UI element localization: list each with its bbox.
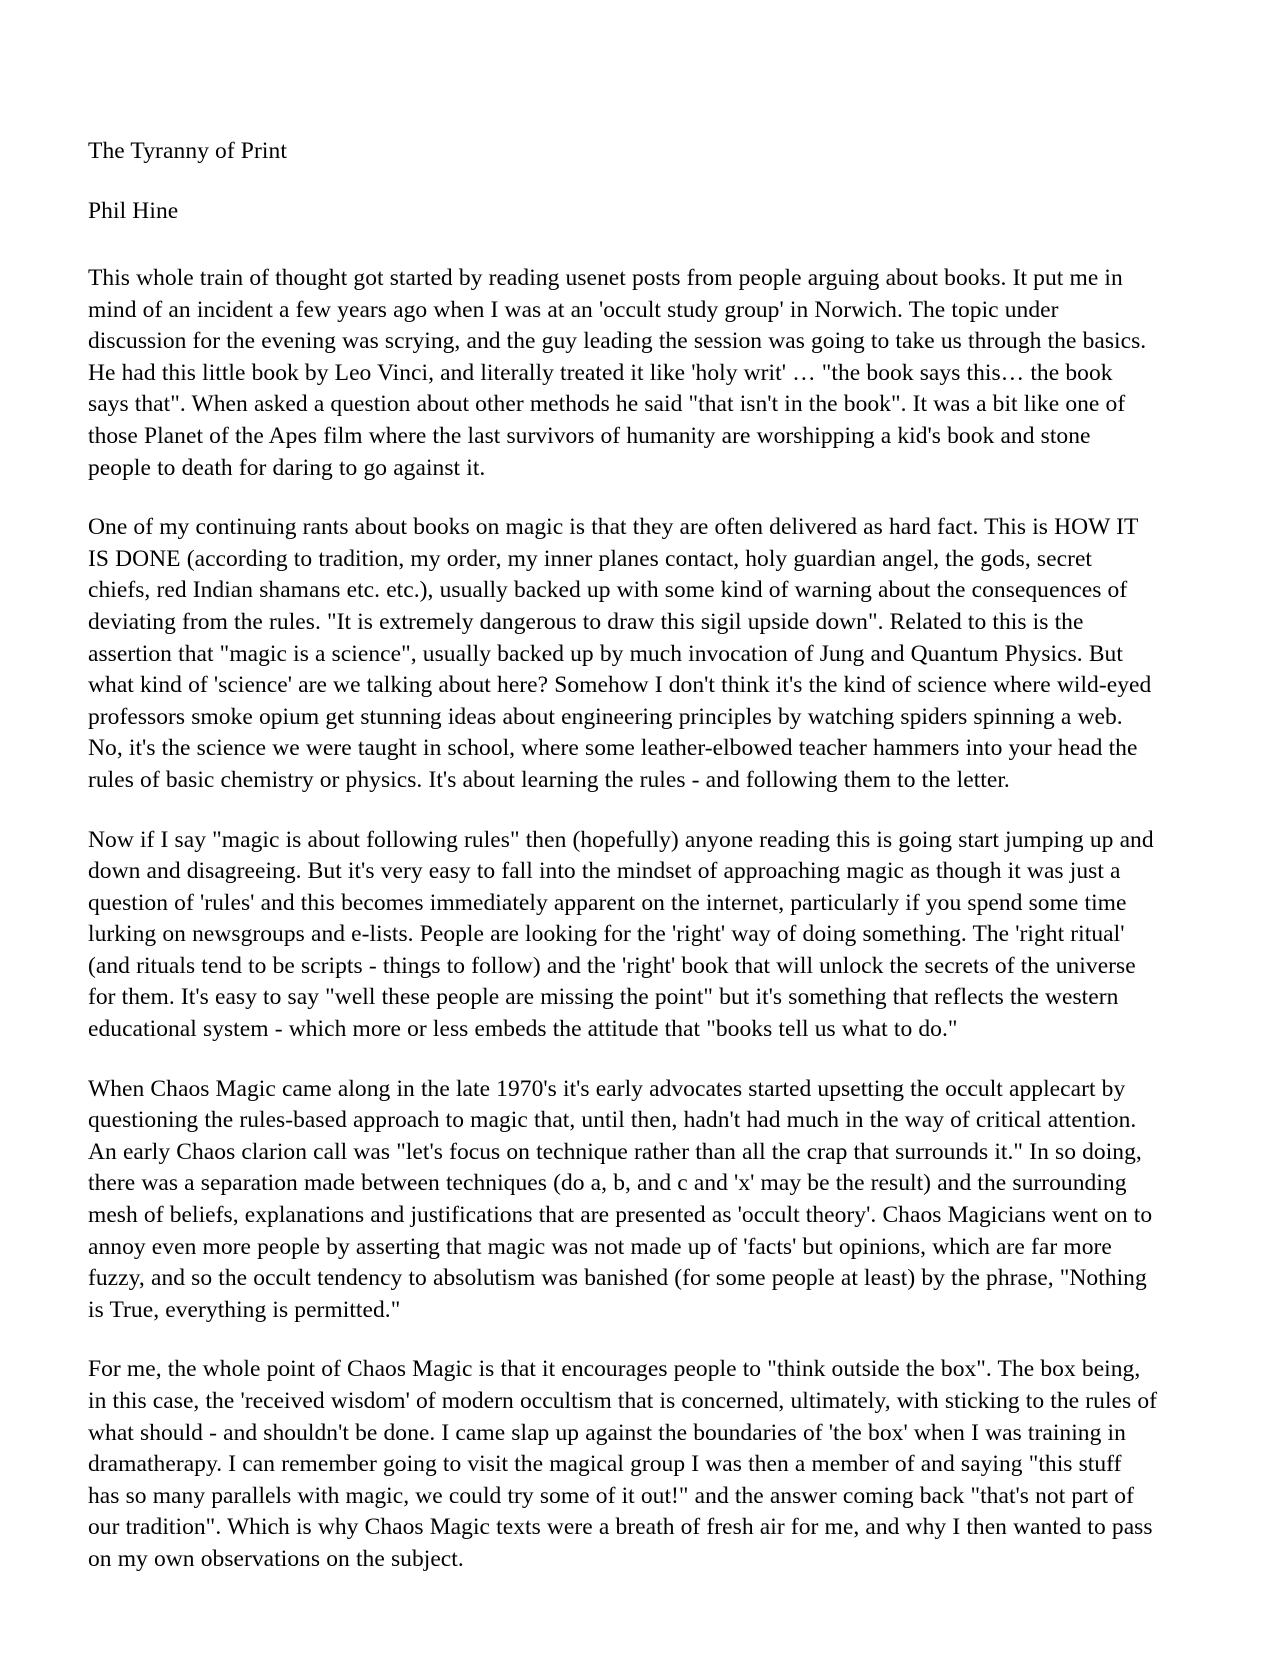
body-paragraph: One of my continuing rants about books on magic is that they are often delivered as hard fact. This is HOW IT IS DONE (according to tradition, my order, my inner planes contact, holy guardian angel, the gods, secret chiefs, red Indian shamans etc. etc.), usually backed up with some kind of warning about the consequences of deviating from the rules. "It is extremely dangerous to draw this sigil upside down". Related to this is the assertion that "magic is a science", usually backed up by much invocation of Jung and Quantum Physics. But what kind of 'science' are we talking about here? Somehow I don't think it's the kind of science where wild-eyed professors smoke opium get stunning ideas about engineering principles by watching spiders spinning a web. No, it's the science we were taught in school, where some leather-elbowed teacher hammers into your head the rules of basic chemistry or physics. It's about learning the rules - and following them to the letter. (88, 514, 1152, 793)
body-paragraph: Now if I say "magic is about following rules" then (hopefully) anyone reading this is going start jumping up and down and disagreeing. But it's very easy to fall into the mindset of approaching magic as though it was just a question of 'rules' and this becomes immediately apparent on the internet, particularly if you spend some time lurking on newsgroups and e-lists. People are looking for the 'right' way of doing something. The 'right ritual' (and rituals tend to be scripts - things to follow) and the 'right' book that will unlock the secrets of the universe for them. It's easy to say "well these people are missing the point" but it's something that reflects the western educational system - which more or less embeds the attitude that "books tell us what to do." (88, 826, 1154, 1043)
page-title: The Tyranny of Print (88, 138, 287, 164)
document-author: Phil Hine (88, 197, 179, 224)
body-paragraph: For me, the whole point of Chaos Magic is that it encourages people to "think outside the box". The box being, in this case, the 'received wisdom' of modern occultism that is concerned, ultimately, with sticking to the rules of what should - and shouldn't be done. I came slap up against the boundaries of 'the box' when I was training in dramatherapy. I can remember going to visit the magical group I was then a member of and saying "this stuff has so many parallels with magic, we could try some of it out!" and the answer coming back "that's not part of our tradition". Which is why Chaos Magic texts were a breath of fresh air for me, and why I then wanted to pass on my own observations on the subject. (88, 1356, 1158, 1572)
body-paragraph: This whole train of thought got started by reading usenet posts from people arguing about books. It put me in mind of an incident a few years ago when I was at an 'occult study group' in Norwich. The topic under discussion for the evening was scrying, and the guy leading the session was going to take us through the basics. He had this little book by Leo Vinci, and literally treated it like 'holy writ' … "the book says this… the book says that". When asked a question about other methods he said "that isn't in the book". It was a bit like one of those Planet of the Apes film where the last survivors of humanity are worshipping a kid's book and stone people to death for daring to go against it. (88, 265, 1147, 481)
body-paragraph: When Chaos Magic came along in the late 1970's it's early advocates started upsetting the occult applecart by questioning the rules-based approach to magic that, until then, hadn't had much in the way of critical attention. An early Chaos clarion call was "let's focus on technique rather than all the crap that surrounds it." In so doing, there was a separation made between techniques (do a, b, and c and 'x' may be the result) and the surrounding mesh of beliefs, explanations and justifications that are presented as 'occult theory'. Chaos Magicians went on to annoy even more people by asserting that magic was not made up of 'facts' but opinions, which are far more fuzzy, and so the occult tendency to absolutism was banished (for some people at least) by the phrase, "Nothing is True, everything is permitted." (88, 1075, 1153, 1323)
